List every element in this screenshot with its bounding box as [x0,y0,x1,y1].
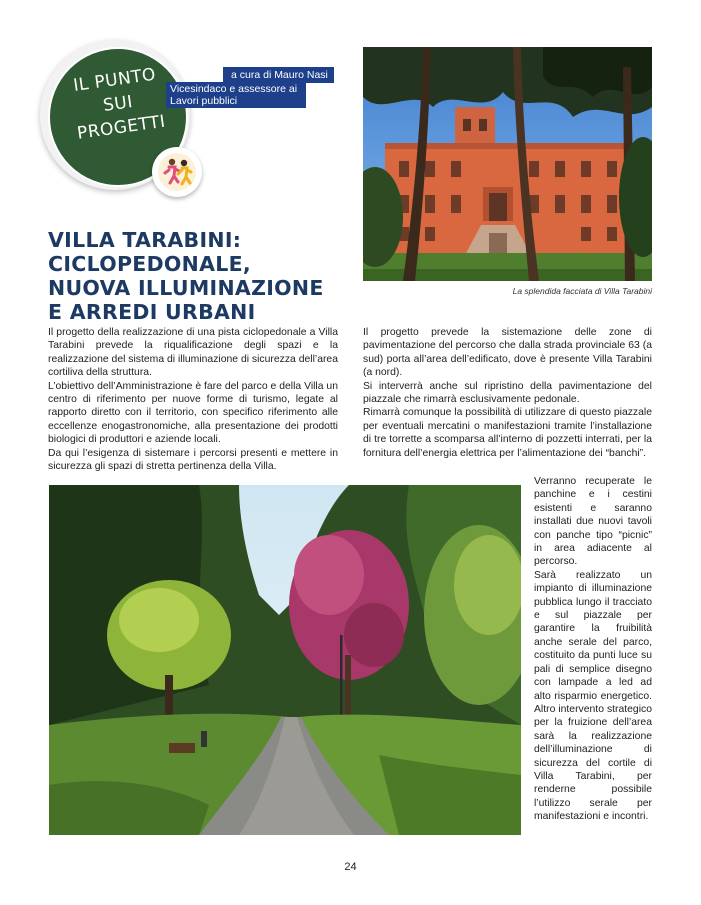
villa-facade-photo [363,47,652,281]
author-role: Vicesindaco e assessore ai Lavori pubblici [166,82,306,108]
paragraph: Si interverrà anche sul ripristino della pavimentazione del piazzale che rimarrà esclusivamente pedonale. [363,380,652,406]
runners-icon [152,147,202,197]
article-column-narrow [534,475,652,824]
badge-line-2: SUI [101,92,135,116]
paragraph: Il progetto della realizzazione di una pista ciclopedonale a Villa Tarabini prevede la riqualificazione degli spazi e la realizzazione del sistema di illuminazione di sicurezza dell’area cortiliva della struttura. [48,327,338,379]
paragraph: Il progetto prevede la sistemazione delle zone di pavimentazione del percorso che dalla strada provinciale 63 (a sud) porta all’area dell’edificato, dove è presente Villa Tarabini (a nord). [363,327,652,379]
article-title: VILLA TARABINI: CICLOPEDONALE, NUOVA ILLUMINAZIONE E ARREDI URBANI [48,228,324,324]
park-path-photo [49,485,521,835]
badge-line-3: PROGETTI [75,111,167,144]
paragraph: Verranno recuperate le panchine e i cestini esistenti e saranno installati due nuovi tavoli con panche tipo “picnic” in area adiacente al percorso. [534,476,652,568]
paragraph: L’obiettivo dell’Amministrazione è fare del parco e della Villa un centro di riferimento per nuove forme di turismo, legate al rapporto diretto con il territorio, con specifico riferimento alle eccellenze enogastronomiche, alla presentazione dei prodotti biologici di produttori e aziende locali. [48,380,338,446]
paragraph: Rimarrà comunque la possibilità di utilizzare di questo piazzale per eventuali mercatini o manifestazioni tramite l’installazione di tre torrette a scomparsa all’interno di pozzetti interrati, per la fornitura dell’energia elettrica per l’alimentazione dei “banchi”. [363,407,652,459]
paragraph: Da qui l’esigenza di sistemare i percorsi presenti e mettere in sicurezza gli spazi di stretta pertinenza della Villa. [48,447,338,473]
badge-line-1: IL PUNTO [72,64,158,96]
photo-caption: La splendida facciata di Villa Tarabini [512,286,652,296]
page-number: 24 [344,861,357,873]
author-credit: a cura di Mauro Nasi [223,67,334,83]
article-column-right [363,326,652,460]
article-column-left [48,326,338,473]
paragraph: Sarà realizzato un impianto di illuminazione pubblica lungo il tracciato e sul piazzale per garantire la fruibilità anche serale del parco, costituito da punti luce su pali di semplice disegno con lampade a led ad alto risparmio energetico. Altro intervento strategico per la fruizione dell’area sarà la realizzazione dell’illuminazione di sicurezza del cortile di Villa Tarabini, per renderne possibile l’utilizzo serale per manifestazioni e incontri. [534,569,652,823]
